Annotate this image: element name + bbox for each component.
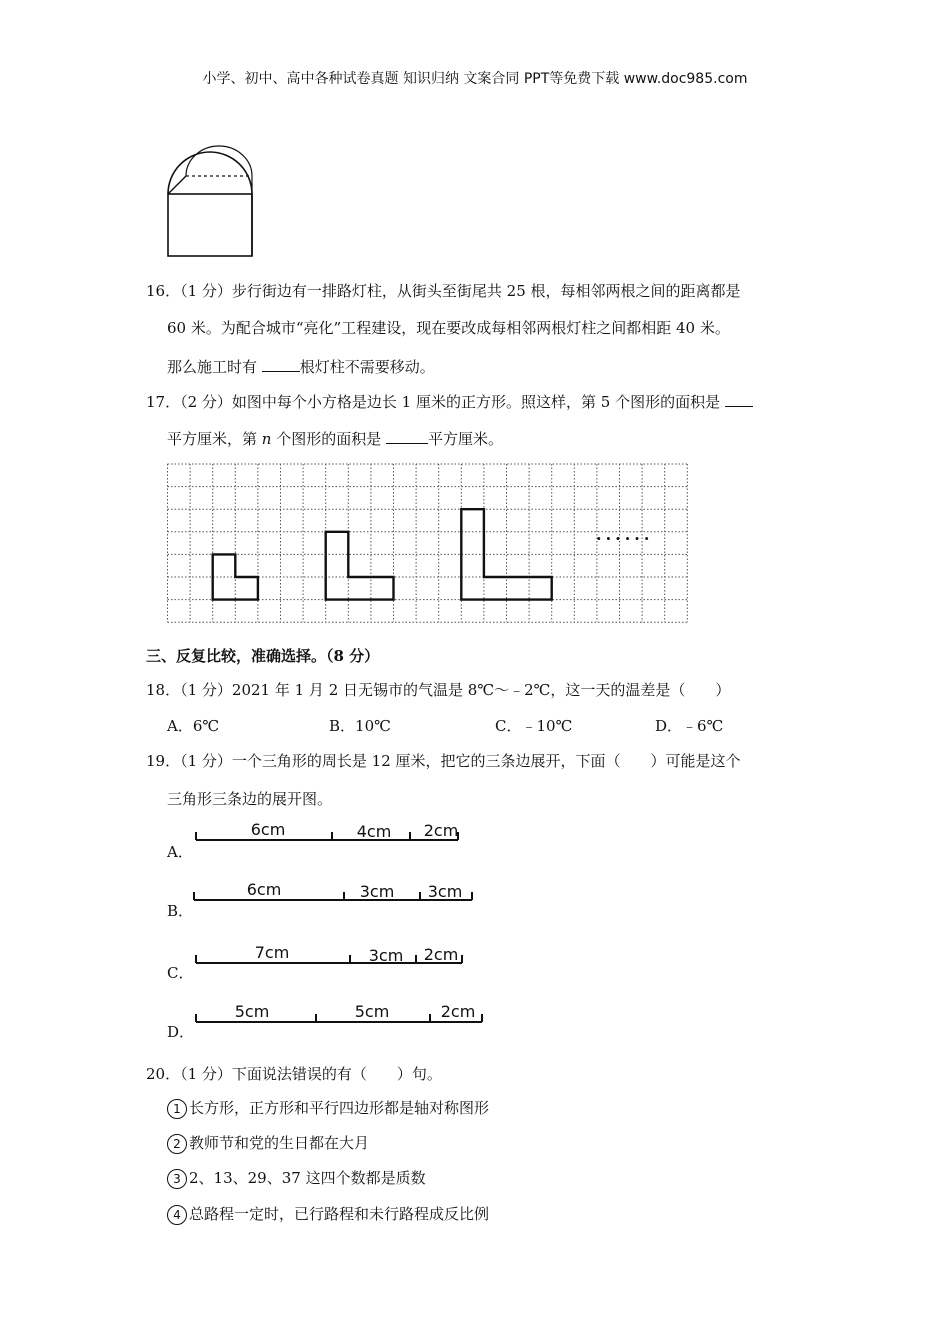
- q19-line2: 三角形三条边的展开图。: [167, 790, 333, 808]
- section-3-title: 三、反复比较，准确选择。（8 分）: [146, 647, 380, 665]
- q17-text2b: 个图形的面积是: [276, 430, 382, 448]
- q17-answer-blank-1[interactable]: [725, 390, 753, 407]
- q17-variable-n: n: [261, 430, 272, 448]
- q20-item-4: [167, 1204, 489, 1225]
- q16-number: 16．: [146, 282, 181, 300]
- q17-text1: （2 分）如图中每个小方格是边长 1 厘米的正方形。照这样，第 5 个图形的面积是: [180, 393, 721, 411]
- q19-option-d-label[interactable]: D．: [167, 1023, 195, 1041]
- q16-text3b: 根灯柱不需要移动。: [299, 358, 435, 376]
- q19-option-b-label[interactable]: B．: [167, 902, 194, 920]
- q19-option-d-diagram[interactable]: [190, 998, 490, 1026]
- q20-line: [146, 1064, 442, 1084]
- q18-option-c[interactable]: C．﹣10℃: [495, 717, 573, 735]
- q16-text3a: 那么施工时有: [167, 358, 258, 376]
- q19-c-seg3: 2cm: [423, 945, 459, 964]
- q19-c-seg2: 3cm: [368, 946, 404, 965]
- q20-item-1: [167, 1098, 489, 1119]
- q20-text: （1 分）下面说法错误的有（ ）句。: [180, 1065, 442, 1083]
- q19-c-seg1: 7cm: [254, 943, 290, 962]
- q19-d-seg2: 5cm: [354, 1002, 390, 1021]
- q17-line2: [167, 427, 503, 449]
- q19-option-a-diagram[interactable]: [190, 818, 470, 844]
- q19-option-b-diagram[interactable]: [188, 878, 478, 904]
- q18-option-b[interactable]: B．10℃: [329, 717, 391, 735]
- q18-text: （1 分）2021 年 1 月 2 日无锡市的气温是 8℃～﹣2℃，这一天的温差是（ ）: [180, 681, 731, 699]
- q16-line2: 60 米。为配合城市“亮化”工程建设，现在要改成每相邻两根灯柱之间都相距 40 米。: [167, 319, 730, 337]
- q17-text2c: 平方厘米。: [428, 430, 504, 448]
- q16-answer-blank[interactable]: [262, 355, 300, 372]
- q19-a-seg2: 4cm: [356, 822, 392, 841]
- q17-line1: [146, 390, 753, 412]
- q19-b-seg3: 3cm: [427, 882, 463, 901]
- q19-option-c-diagram[interactable]: [190, 941, 470, 967]
- q20-item-3: [167, 1168, 426, 1189]
- q20-item-1-text: 长方形，正方形和平行四边形都是轴对称图形: [189, 1099, 490, 1117]
- q19-a-seg1: 6cm: [250, 820, 286, 839]
- circled-number-3: 3: [167, 1169, 187, 1189]
- q19-d-seg1: 5cm: [234, 1002, 270, 1021]
- q19-b-seg1: 6cm: [246, 880, 282, 899]
- q18-option-a[interactable]: A．6℃: [167, 717, 220, 735]
- l-shape-1: [213, 554, 258, 599]
- q16-text1: （1 分）步行街边有一排路灯柱，从街头至街尾共 25 根，每相邻两根之间的距离都是: [180, 282, 741, 300]
- q19-b-seg2: 3cm: [359, 882, 395, 901]
- q18-option-d[interactable]: D．﹣6℃: [655, 717, 724, 735]
- q20-number: 20．: [146, 1065, 181, 1083]
- grid-continuation-dots: ······: [596, 529, 654, 548]
- circled-number-4: 4: [167, 1205, 187, 1225]
- page-header: 小学、初中、高中各种试卷真题 知识归纳 文案合同 PPT等免费下载 www.doc985.com: [202, 71, 748, 87]
- q19-option-a-label[interactable]: A．: [167, 843, 193, 861]
- q17-number: 17．: [146, 393, 181, 411]
- q18-line: [146, 680, 730, 700]
- q16-line1: [146, 281, 741, 301]
- q18-number: 18．: [146, 681, 181, 699]
- q16-line3: [167, 355, 435, 377]
- l-shape-3: [461, 509, 551, 599]
- q19-option-c-label[interactable]: C．: [167, 964, 194, 982]
- q20-item-2: [167, 1133, 369, 1154]
- cube-cylinder-figure: [160, 140, 260, 262]
- q17-text2a: 平方厘米，第: [167, 430, 258, 448]
- circled-number-1: 1: [167, 1099, 187, 1119]
- q20-item-3-text: 2、13、29、37 这四个数都是质数: [189, 1169, 426, 1187]
- l-shape-2: [326, 532, 394, 600]
- q19-d-seg3: 2cm: [440, 1002, 476, 1021]
- circled-number-2: 2: [167, 1134, 187, 1154]
- q19-a-seg3: 2cm: [423, 821, 459, 840]
- q19-number: 19．: [146, 752, 181, 770]
- q19-line1: [146, 751, 741, 771]
- q20-item-4-text: 总路程一定时，已行路程和未行路程成反比例: [189, 1205, 490, 1223]
- q20-item-2-text: 教师节和党的生日都在大月: [189, 1134, 370, 1152]
- q19-text1: （1 分）一个三角形的周长是 12 厘米，把它的三条边展开，下面（ ）可能是这个: [180, 752, 741, 770]
- q17-answer-blank-2[interactable]: [386, 427, 428, 444]
